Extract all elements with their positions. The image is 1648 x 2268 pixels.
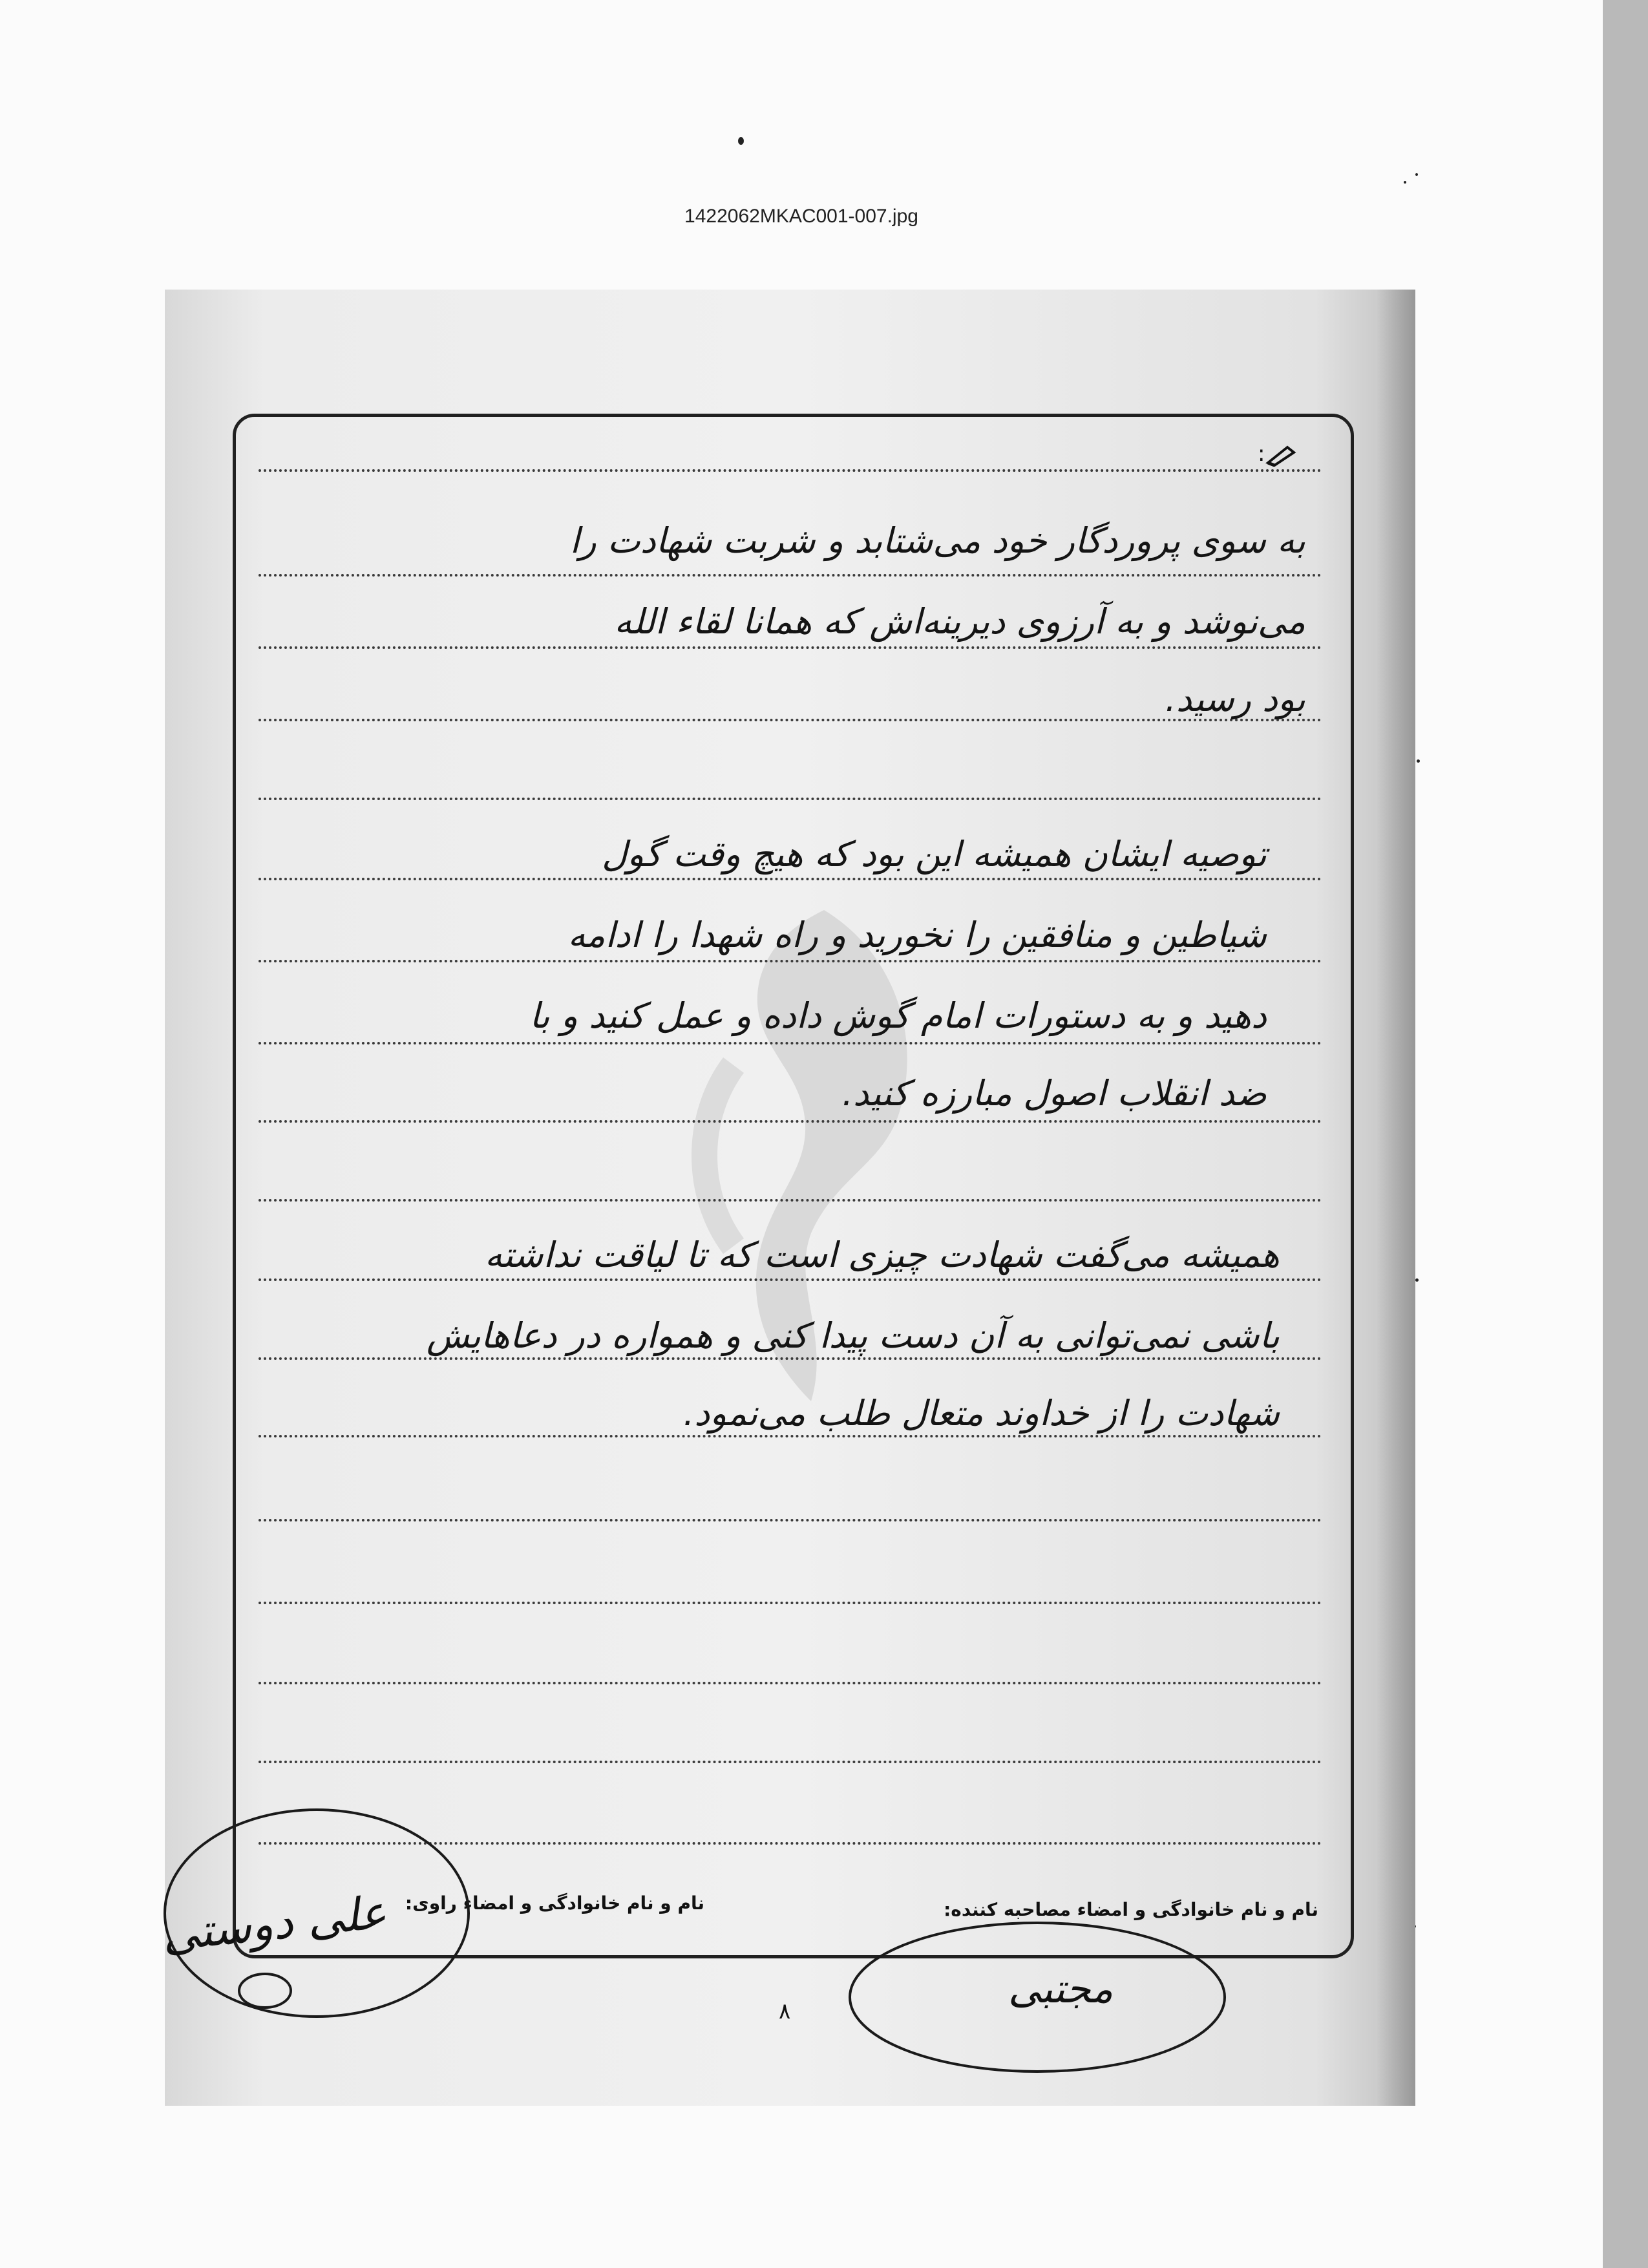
handwritten-line: همیشه می‌گفت شهادت چیزی است که تا لیاقت نداشته xyxy=(485,1235,1280,1275)
ruled-line xyxy=(259,1120,1322,1123)
scan-speck xyxy=(1415,1278,1419,1282)
interviewer-label: نام و نام خانوادگی و امضاء مصاحبه کننده: xyxy=(944,1899,1318,1920)
handwritten-line: شیاطین و منافقین را نخورید و راه شهدا را ادامه xyxy=(567,915,1267,955)
handwritten-line: ضد انقلاب اصول مبارزه کنید. xyxy=(841,1073,1267,1114)
pen-colon: : xyxy=(1258,441,1265,467)
handwritten-line: شهادت را از خداوند متعال طلب می‌نمود. xyxy=(683,1393,1280,1434)
ruled-line xyxy=(259,1682,1322,1684)
ruled-line xyxy=(259,878,1322,880)
ruled-line xyxy=(259,1357,1322,1360)
photocopy-shadow xyxy=(1377,290,1415,2106)
handwritten-line: به سوی پروردگار خود می‌شتابد و شربت شهادت را xyxy=(569,520,1305,561)
handwritten-line: بود رسید. xyxy=(1165,679,1305,719)
scan-speck xyxy=(1417,759,1420,763)
pen-icon xyxy=(1265,443,1298,467)
ruled-line xyxy=(259,1278,1322,1281)
ruled-line xyxy=(259,646,1322,649)
ruled-line xyxy=(259,1602,1322,1604)
ruled-line xyxy=(259,1761,1322,1763)
ruled-line xyxy=(259,719,1322,721)
narrator-label: نام و نام خانوادگی و امضاء راوی: xyxy=(405,1892,704,1914)
ruled-line xyxy=(259,1199,1322,1202)
scan-speck xyxy=(1404,181,1406,184)
ruled-line xyxy=(259,1519,1322,1521)
page-number: ۸ xyxy=(779,1998,791,2024)
form-border xyxy=(233,414,1354,1958)
file-name-header: 1422062MKAC001-007.jpg xyxy=(684,206,918,227)
handwritten-line: توصیه ایشان همیشه این بود که هیچ وقت گول xyxy=(602,834,1267,874)
ruled-line xyxy=(259,469,1322,472)
ruled-line xyxy=(259,798,1322,800)
handwritten-line: می‌نوشد و به آرزوی دیرینه‌اش که همانا لقاء الله xyxy=(614,601,1305,642)
ruled-line xyxy=(259,1042,1322,1044)
interviewer-signature: مجتبی xyxy=(1008,1965,1114,2012)
ruled-line xyxy=(259,1435,1322,1437)
handwritten-line: باشی نمی‌توانی به آن دست پیدا کنی و همواره در دعاهایش xyxy=(427,1315,1280,1356)
scan-speck xyxy=(1415,173,1418,176)
scan-speck xyxy=(738,137,744,145)
handwritten-line: دهید و به دستورات امام گوش داده و عمل کنید و با xyxy=(529,995,1267,1036)
ruled-line xyxy=(259,574,1322,577)
ruled-line xyxy=(259,960,1322,962)
narrator-signature: علی دوستی xyxy=(159,1885,389,1962)
